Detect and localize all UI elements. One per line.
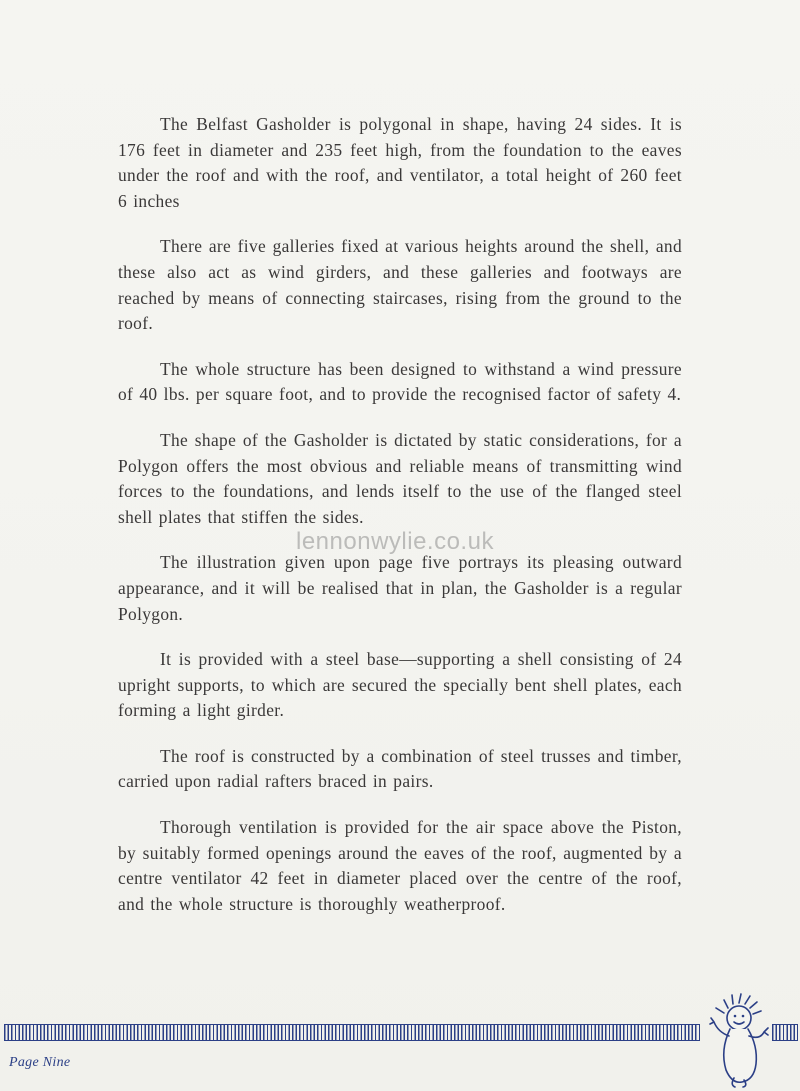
paragraph-dimensions: The Belfast Gasholder is polygonal in shape, having 24 sides. It is 176 feet in diameter and 235 feet high, from the foundation to the eaves under the roof and with the roof, and ventilator, a total height of 260 feet 6 inches — [118, 114, 682, 211]
paragraph-galleries: There are five galleries fixed at various heights around the shell, and these also act as wind girders, and these galleries and footways are reached by means of connecting staircases, rising from the ground to the roof. — [118, 236, 682, 334]
watermark: lennonwylie.co.uk — [296, 528, 494, 555]
paragraph-ventilation: Thorough ventilation is provided for the air space above the Piston, by suitably formed openings around the eaves of the roof, augmented by a centre ventilator 42 feet in diameter placed over the centre of the roof, and the whole structure is thoroughly weatherproof. — [118, 817, 682, 914]
paragraph-illustration: The illustration given upon page five portrays its pleasing outward appearance, and it will be realised that in plan, the Gasholder is a regular Polygon. — [118, 552, 682, 624]
body-text — [118, 112, 682, 937]
page-number: Page Nine — [9, 1055, 71, 1070]
paragraph-roof: The roof is constructed by a combination of steel trusses and timber, carried upon radial rafters braced in pairs. — [118, 745, 682, 792]
footer-rule-left — [4, 1024, 700, 1041]
paragraph-polygon-shape: The shape of the Gasholder is dictated by static considerations, for a Polygon offers the most obvious and reliable means of transmitting wind forces to the foundations, and lends itself to the use of the flanged steel shell plates that stiffen the sides. — [118, 429, 682, 527]
paragraph-steel-base: It is provided with a steel base—supporting a shell consisting of 24 upright supports, to which are secured the specially bent shell plates, each forming a light girder. — [118, 649, 682, 721]
sun-mascot-icon — [706, 992, 772, 1088]
footer-rule-right — [772, 1024, 798, 1041]
paragraph-wind-pressure: The whole structure has been designed to withstand a wind pressure of 40 lbs. per square foot, and to provide the recognised factor of safety 4. — [118, 358, 682, 405]
